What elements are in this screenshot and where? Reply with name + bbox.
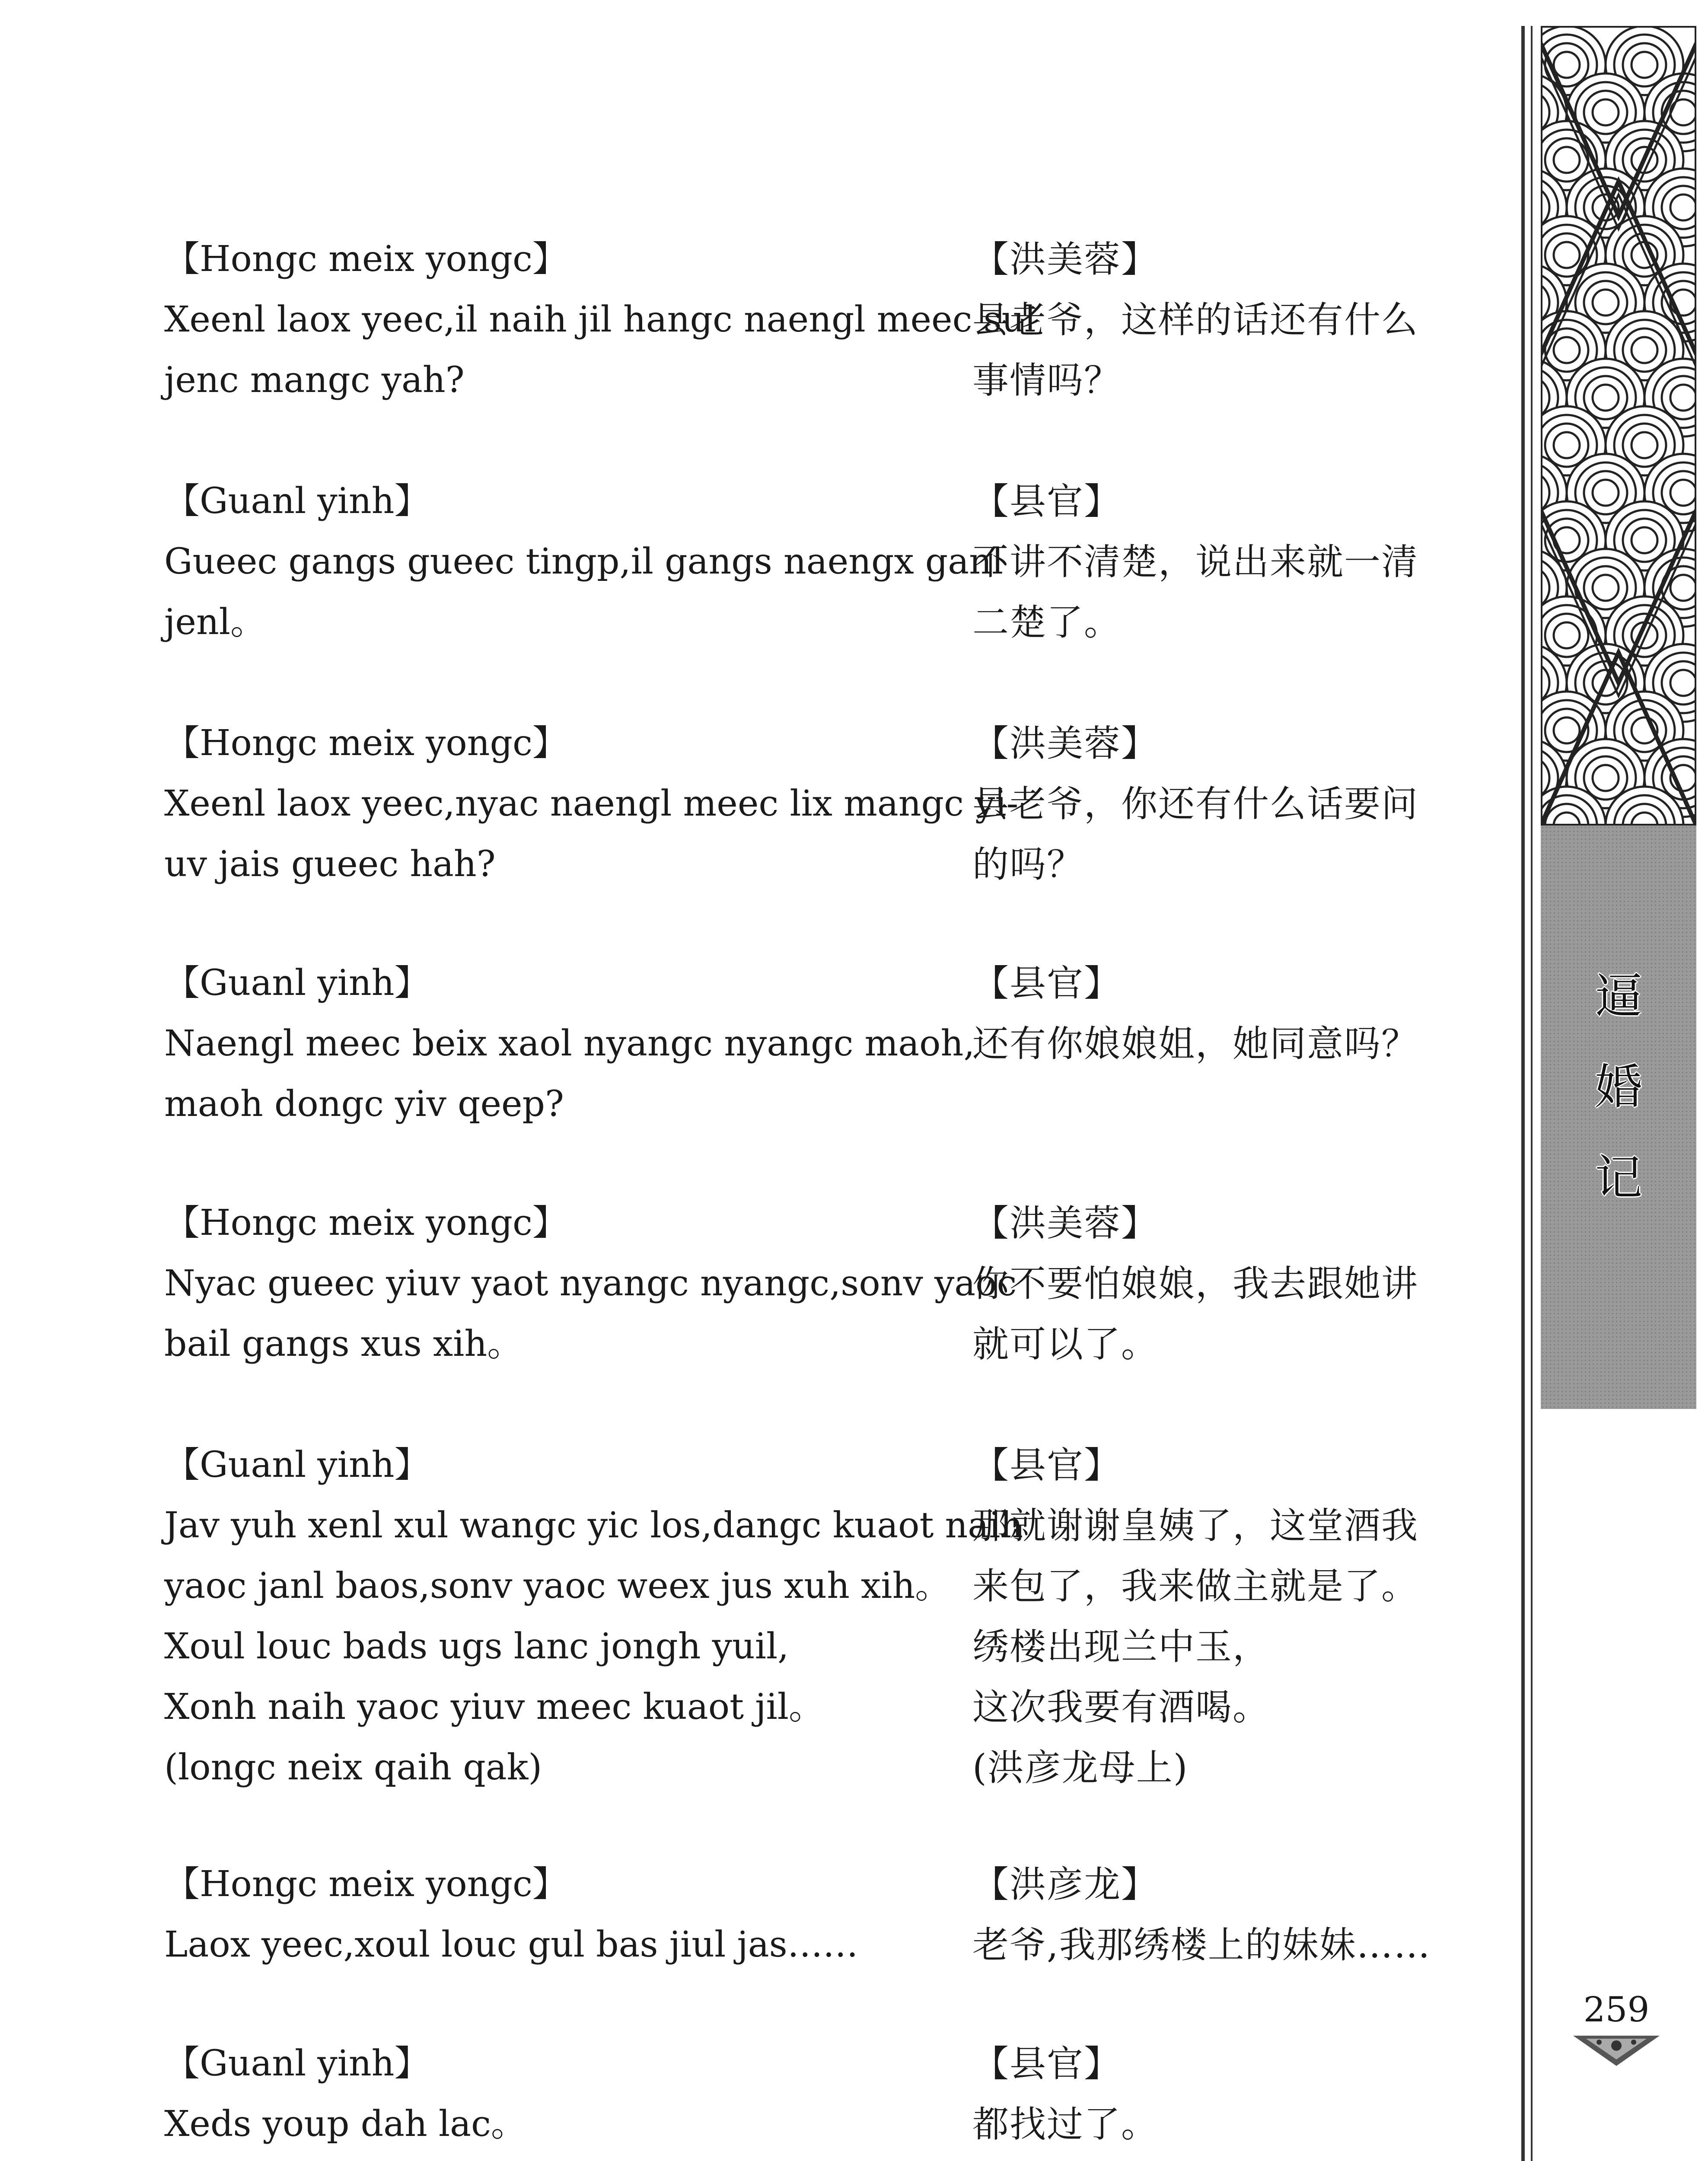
text-line: 你不要怕娘娘，我去跟她讲 <box>972 1262 1419 1305</box>
speaker-label: 【县官】 <box>972 2043 1122 2085</box>
text-line: Naengl meec beix xaol nyangc nyangc maoh, <box>164 1023 975 1064</box>
text-line: 绣楼出现兰中玉， <box>972 1626 1270 1668</box>
margin-rule <box>1521 26 1525 2161</box>
page-number-ornament <box>1569 2034 1664 2068</box>
vertical-title <box>1541 951 1696 1223</box>
text-line: 县老爷，你还有什么话要问 <box>972 783 1419 825</box>
text-line: Xonh naih yaoc yiuv meec kuaot jil。 <box>164 1686 825 1728</box>
text-line: Xeenl laox yeec,il naih jil hangc naengl meec sul <box>164 299 1036 340</box>
text-line: Gueec gangs gueec tingp,il gangs naengx ganl <box>164 541 1004 582</box>
speaker-label: 【县官】 <box>972 962 1122 1004</box>
text-line: uv jais gueec hah? <box>164 844 496 885</box>
speaker-label: 【县官】 <box>972 480 1122 523</box>
speaker-label: 【Guanl yinh】 <box>164 963 430 1004</box>
text-line: (洪彦龙母上) <box>972 1747 1189 1789</box>
text-line: 还有你娘娘姐，她同意吗？ <box>972 1023 1419 1065</box>
text-line: 二楚了。 <box>972 601 1122 644</box>
text-line: Xeenl laox yeec,nyac naengl meec lix mangc yi- <box>164 783 1019 824</box>
text-line: Nyac gueec yiuv yaot nyangc nyangc,sonv yaoc <box>164 1263 1017 1304</box>
text-line: Xeds youp dah lac。 <box>164 2104 526 2145</box>
text-line: 这次我要有酒喝。 <box>972 1686 1270 1728</box>
dialogue-block <box>164 1854 925 1975</box>
dialogue-block <box>164 713 1019 895</box>
dialogue-block <box>972 1193 1456 1374</box>
dialogue-block <box>164 953 975 1135</box>
title-char: 记 <box>1595 1150 1642 1205</box>
text-line: Jav yuh xenl xul wangc yic los,dangc kuaot naih <box>164 1505 1023 1546</box>
title-char: 逼 <box>1595 969 1642 1024</box>
text-line: (longc neix qaih qak) <box>164 1747 542 1788</box>
text-line: Xoul louc bads ugs lanc jongh yuil, <box>164 1626 789 1667</box>
speaker-label: 【Hongc meix yongc】 <box>164 1864 568 1905</box>
speaker-label: 【洪美蓉】 <box>972 238 1159 280</box>
text-line: 那就谢谢皇姨了，这堂酒我 <box>972 1504 1419 1547</box>
dialogue-block <box>972 1435 1456 1798</box>
dialogue-block <box>972 1854 1456 1975</box>
text-line: jenc mangc yah? <box>164 360 465 401</box>
text-line: maoh dongc yiv qeep? <box>164 1084 564 1125</box>
text-line: 不讲不清楚，说出来就一清 <box>972 541 1419 583</box>
scale-pattern-ornament <box>1541 26 1696 826</box>
dialogue-block <box>972 471 1456 653</box>
speaker-label: 【Hongc meix yongc】 <box>164 723 568 764</box>
dialogue-block <box>164 2034 925 2155</box>
speaker-label: 【洪彦龙】 <box>972 1863 1159 1906</box>
dialogue-block <box>972 2034 1456 2155</box>
text-line: jenl。 <box>164 602 266 643</box>
speaker-label: 【洪美蓉】 <box>972 1202 1159 1244</box>
text-line: 就可以了。 <box>972 1323 1159 1365</box>
speaker-label: 【Guanl yinh】 <box>164 481 430 522</box>
dialogue-block <box>972 229 1456 411</box>
text-line: 来包了，我来做主就是了。 <box>972 1565 1419 1607</box>
dialogue-block <box>164 471 1004 653</box>
dialogue-block <box>164 1193 1017 1374</box>
page-number: 259 <box>1583 1989 1650 2030</box>
text-line: yaoc janl baos,sonv yaoc weex jus xuh xih。 <box>164 1565 951 1606</box>
speaker-label: 【Guanl yinh】 <box>164 1444 430 1485</box>
dialogue-block <box>972 713 1456 895</box>
text-line: bail gangs xus xih。 <box>164 1323 523 1364</box>
text-line: 都找过了。 <box>972 2103 1159 2145</box>
text-line: Laox yeec,xoul louc gul bas jiul jas…… <box>164 1924 858 1965</box>
speaker-label: 【洪美蓉】 <box>972 722 1159 765</box>
title-char: 婚 <box>1595 1059 1642 1115</box>
text-line: 的吗？ <box>972 843 1084 886</box>
text-line: 县老爷，这样的话还有什么 <box>972 299 1419 341</box>
dialogue-block <box>164 1435 1023 1798</box>
text-line: 事情吗？ <box>972 359 1122 402</box>
margin-rule <box>1531 26 1533 2161</box>
text-line: 老爷,我那绣楼上的妹妹…… <box>972 1924 1431 1966</box>
speaker-label: 【Guanl yinh】 <box>164 2043 430 2084</box>
dialogue-block <box>972 953 1456 1074</box>
speaker-label: 【县官】 <box>972 1444 1122 1486</box>
speaker-label: 【Hongc meix yongc】 <box>164 239 568 280</box>
dialogue-block <box>164 229 1036 411</box>
speaker-label: 【Hongc meix yongc】 <box>164 1202 568 1243</box>
